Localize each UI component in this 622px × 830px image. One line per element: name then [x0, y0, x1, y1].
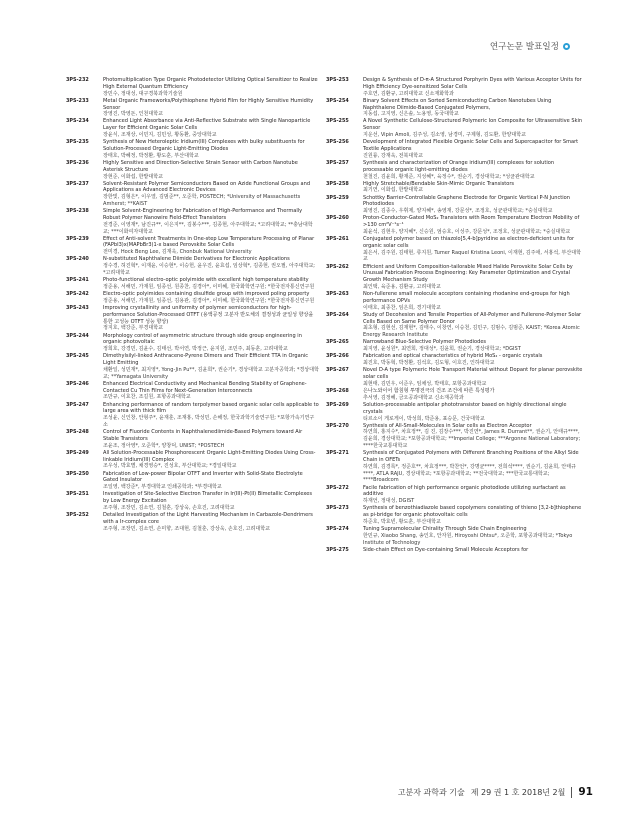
program-entry: [66, 208, 319, 235]
entry-title: Effect of Anti-solvent Treatments in One-step Low Temperature Processing of Planar (FAPbI3)x(MAPbBr3)1-x based Perovskite Solar Cells: [103, 235, 315, 249]
program-entry: [66, 333, 319, 353]
entry-code: 3PS-237: [66, 180, 89, 187]
entry-code: 3PS-266: [326, 353, 349, 360]
program-entry: [66, 277, 319, 291]
entry-title: Synthesis of All-Small-Molecules in Solar cells as Electron Acceptor: [363, 422, 532, 429]
entry-title: Dimethylsilyl-linked Anthracene-Pyrene Dimers and Their Efficient TTA in Organic Light Emitting: [103, 353, 309, 367]
entry-title: Morphology control of asymmetric structure through side group engineering in organic photovoltaic: [103, 332, 302, 346]
page-footer: [398, 786, 593, 798]
entry-authors: 정수경, 허진혁*, 이재윤, 이승현*, 이승헌, 윤우진, 윤효섭, 임상혁*, 김종현, 권오필, 아주대학교; *고려대학교: [103, 263, 315, 276]
program-entry: [66, 450, 319, 470]
program-entry: [326, 291, 584, 311]
entry-title: Narrowband Blue-Selective Polymer Photodiodes: [363, 339, 487, 346]
entry-code: 3PS-243: [66, 305, 89, 312]
entry-title: Study of Decohesion and Tensile Properties of All-Polymer and Fullerene-Polymer Solar Cells Based on Same Polymer Donor: [363, 311, 582, 325]
entry-body: [103, 512, 319, 532]
entry-authors: 정준용, 서해민, 가재원, 임종선, 김용관, 김경아*, 이미혜, 한국화학연구원; *한국전자통신연구원: [103, 297, 315, 304]
entry-title: Synthesis of benzothiadiazole based copolymers consisting of thieno [3,2-b]thiophene as pi-bridge for organic photovoltaic cells: [363, 505, 582, 519]
entry-authors: 최현태, 김민우, 이준우, 임채성, 박태호, 포항공과대학교: [363, 380, 487, 387]
program-entry: [326, 139, 584, 159]
entry-authors: 장한빛, 김형은*, 이우열, 김범준**, 오준학, POSTECH; *University of Massachusetts Amherst; **KAIST: [103, 194, 301, 208]
entry-authors: 최윤석, 김현우, 양지혜*, 신승원, 엄승호, 이성주, 강문성*, 조정호, 성균관대학교; *숭실대학교: [363, 228, 571, 235]
program-entry: [66, 512, 319, 532]
bullet-icon: [563, 43, 570, 50]
entry-code: 3PS-258: [326, 180, 349, 187]
entry-title: Enhancing performance of random terpolymer based organic solar cells applicable to large area with thick film: [103, 401, 319, 415]
entry-code: 3PS-264: [326, 311, 349, 318]
entry-code: 3PS-234: [66, 118, 89, 125]
entry-title: Fabrication of Low-power Bipolar OTFT and Inverter with Solid-State Electrolyte Gated Insulator: [103, 470, 303, 484]
entry-body: [363, 160, 584, 180]
entry-title: Synthesis of New Heteroleptic Iridium(III) Complexes with bulky substituents for Solution-Processed Organic Light-Emitting Diodes: [103, 139, 305, 152]
entry-title: Control of Fluoride Contents in Naphthalenediimide-Based Polymers toward Air Stable Transistors: [103, 429, 303, 442]
program-entry: [326, 450, 584, 484]
entry-code: 3PS-257: [326, 159, 349, 166]
entry-code: 3PS-262: [326, 263, 349, 270]
entry-authors: 최인택, 육준용, 김환규, 고려대학교: [363, 283, 441, 290]
program-entry: [326, 215, 584, 235]
entry-title: Synthesis of Conjugated Polymers with Different Branching Positions of the Alkyl Side Chain in OFETs: [363, 450, 579, 463]
entry-body: [363, 77, 584, 97]
entry-authors: 장현준, 이화섭, 한밭대학교: [103, 173, 164, 180]
program-entry: [326, 264, 584, 291]
entry-authors: 장영진, 박영돈, 인천대학교: [103, 111, 164, 118]
entry-authors: 정희호, 강경민, 김윤수, 김태선, 박서연, 박정근, 윤지원, 조민주, 최동훈, 고려대학교: [103, 346, 288, 353]
entry-body: [363, 312, 584, 339]
entry-authors: 한민규, Xiaobo Shang, 송인호, 안자원, Hiroyoshi Ohtsu*, 오준학, 포항공과대학교; *Tokyo Institute of Technology: [363, 532, 573, 546]
entry-title: Fabrication and optical characteristics of hybrid MoS₂ - organic crystals: [363, 353, 543, 360]
program-entry: [326, 485, 584, 505]
entry-code: 3PS-260: [326, 215, 349, 222]
entry-body: [363, 339, 584, 353]
entry-authors: 지운선, Vipin Amoli, 김주성, 김소영, 남경미, 구제형, 김도환, 한양대학교: [363, 132, 527, 139]
entry-title: Photomultiplication Type Organic Photodetector Utilizing Optical Sensitizer to Realize High External Quantum Efficiency: [103, 77, 318, 90]
program-entry: [326, 547, 584, 554]
entry-code: 3PS-269: [326, 401, 349, 408]
entry-title: N-substituted Naphthalene Diimide Derivatives for Electronic Applications: [103, 256, 290, 263]
entry-authors: 장윤식, 조재상, 이민지, 김민성, 황동환, 중앙대학교: [103, 132, 217, 139]
entry-body: [363, 139, 584, 159]
entry-code: 3PS-245: [66, 353, 89, 360]
entry-authors: 추서영, 김정혜, 금오공과대학교 신소재공학과: [363, 394, 464, 401]
header-title: 연구논문 발표일정: [489, 42, 559, 52]
entry-body: [103, 429, 319, 449]
entry-code: 3PS-242: [66, 291, 89, 298]
entry-code: 3PS-270: [326, 422, 349, 429]
entry-title: Electro-optic polyimides containing disulfide group with improved poling property: [103, 291, 310, 298]
entry-code: 3PS-239: [66, 235, 89, 242]
entry-authors: 주호연, 김환규, 고려대학교 신소재화학과: [363, 90, 454, 97]
entry-title: Simple Solvent-Engineering for Fabrication of High-Performance and Thermally Robust Polymer Nanowire Field-Effect Transistors: [103, 208, 303, 221]
entry-authors: 이태호, 최종찬, 임은희, 경기대학교: [363, 304, 441, 311]
entry-code: 3PS-235: [66, 139, 89, 146]
entry-code: 3PS-275: [326, 546, 349, 553]
program-entry: [326, 195, 584, 215]
entry-body: [363, 236, 584, 263]
entry-code: 3PS-236: [66, 159, 89, 166]
entry-body: [363, 450, 584, 484]
program-entry: [326, 160, 584, 180]
entry-title: Design & Synthesis of D-π-A Structured Porphyrin Dyes with Various Acceptor Units for High Efficiency Dye-sensitized Solar Cells: [363, 77, 582, 90]
entry-authors: 천철진, 김윤희, 황재준, 지성혜*, 육정수*, 권순기, 경상대학교; *성균관대학교: [363, 173, 535, 180]
entry-body: [103, 139, 319, 159]
entry-authors: 진원륭, 강재욱, 전북대학교: [363, 152, 424, 159]
program-entry: [66, 491, 319, 511]
entry-title: Investigation of Site-Selective Electron Transfer in Ir(III)-Pt(II) Bimetallic Complexes by Low Energy Excitation: [103, 491, 312, 505]
entry-authors: 정준용, 서해민, 가재원, 임종선, 원종찬, 김경아*, 이미혜, 한국화학연구원; *한국전자통신연구원: [103, 283, 315, 290]
program-entry: [326, 312, 584, 339]
entry-authors: 조주형, 조장민, 김소연, 김철훈, 강상욱, 손호진, 고려대학교: [103, 504, 235, 511]
entry-body: [363, 195, 584, 215]
program-entry: [326, 423, 584, 450]
entry-authors: 장태호, 박혜정, 박정환, 황도훈, 부산대학교: [103, 152, 199, 159]
program-entry: [66, 291, 319, 305]
program-entry: [66, 160, 319, 180]
entry-body: [363, 402, 584, 422]
entry-title: Highly Stretchable/Bendable Skin-Mimic Organic Transistors: [363, 180, 515, 187]
entry-code: 3PS-259: [326, 194, 349, 201]
entry-code: 3PS-255: [326, 118, 349, 125]
program-entry: [66, 256, 319, 276]
page-header: [490, 40, 570, 52]
program-entry: [326, 353, 584, 367]
entry-code: 3PS-233: [66, 97, 89, 104]
entry-title: Metal Organic Frameworks/Polythiophene Hybrid Film for Highly Sensitive Humidity Sensor: [103, 97, 314, 111]
entry-title: Binary Solvent Effects on Sorted Semiconducting Carbon Nanotubes Using Naphthalene Diimide-Based Conjugated Polymers,: [363, 97, 552, 111]
program-entry: [326, 181, 584, 195]
left-column: [66, 77, 319, 533]
program-entry: [66, 139, 319, 159]
program-entry: [326, 77, 584, 97]
entry-authors: 티르소이 게로게이, 박성희, 박준용, 표승문, 건국대학교: [363, 415, 485, 422]
entry-code: 3PS-249: [66, 449, 89, 456]
entry-authors: 조일영, 백강준*, 부경대학교 인쇄공학과; *부경대학교: [103, 484, 222, 491]
entry-code: 3PS-272: [326, 484, 349, 491]
entry-body: [363, 367, 584, 387]
entry-code: 3PS-244: [66, 332, 89, 339]
program-entry: [66, 353, 319, 380]
entry-code: 3PS-241: [66, 277, 89, 284]
program-entry: [326, 367, 584, 387]
entry-body: [103, 291, 319, 305]
entry-body: [363, 291, 584, 311]
program-entry: [66, 77, 319, 97]
entry-code: 3PS-252: [66, 512, 89, 519]
entry-authors: 최기연, 이화섭, 한밭대학교: [363, 187, 424, 194]
entry-authors: 지동섭, 고지영, 신은솔, 노용영, 동국대학교: [363, 111, 459, 118]
entry-title: Detailed Investigation of the Light Harvesting Mechanism in Carbazole-Dendrimers with a Ir-complex core: [103, 512, 313, 525]
entry-authors: 하재언, 정대성, DGIST: [363, 498, 415, 505]
entry-title: All Solution-Processable Phosphorescent Organic Light-Emitting Diodes Using Cross-linkable Iridium(III) Complex: [103, 449, 316, 463]
entry-body: [103, 450, 319, 470]
entry-title: Efficient and Uniform Composition-tailorable Mixed Halide Perovskite Solar Cells by Unusual Fabrication Process Engineering: Key Parameter Optimization and Crystal Growth Mechanism Study: [363, 263, 573, 284]
entry-body: [363, 388, 584, 402]
program-entry: [326, 339, 584, 353]
program-entry: [66, 381, 319, 401]
entry-body: [103, 118, 319, 138]
entry-authors: 최은서, 김주원, 김태현, 류지원, Tumer Raquel Kristina Leoni, 이재현, 김주애, 서홍석, 부산대학교: [363, 249, 581, 263]
entry-body: [103, 98, 319, 118]
entry-title: Enhanced Light Absorbance via Anti-Reflective Substrate with Single Nanoparticle Layer for Efficient Organic Solar Cells: [103, 118, 311, 132]
entry-code: 3PS-232: [66, 77, 89, 83]
entry-authors: 전경준, 이영재*, 남진규**, 이은지**, 김봉수***, 김종현, 아주대학교; *고려대학교; **충남대학교; ***이화여자대학교: [103, 221, 313, 235]
entry-title: Schottky Barrier-Controllable Graphene Electrode for Organic Vertical P-N Junction Photodiodes: [363, 194, 570, 208]
program-entry: [66, 236, 319, 256]
entry-code: 3PS-267: [326, 367, 349, 374]
entry-code: 3PS-265: [326, 339, 349, 346]
entry-body: [103, 160, 319, 180]
entry-code: 3PS-247: [66, 401, 89, 408]
entry-code: 3PS-261: [326, 236, 349, 243]
entry-authors: 최진호, 박동혁, 박정환, 김석호, 김도형, 이호진, 인하대학교: [363, 360, 495, 367]
entry-body: [103, 381, 319, 401]
entry-code: 3PS-274: [326, 525, 349, 532]
program-entry: [326, 505, 584, 525]
program-entry: [326, 388, 584, 402]
entry-code: 3PS-253: [326, 77, 349, 83]
entry-title: Tuning Supramolecular Chirality Through Side Chain Engineering: [363, 525, 527, 532]
program-entry: [326, 402, 584, 422]
entry-body: [363, 98, 584, 118]
entry-title: Enhanced Electrical Conductivity and Mechanical Bending Stability of Graphene-Contacted Cu Thin Films for Next-Generation Interconnects: [103, 380, 307, 394]
entry-title: Solvent-Resistant Polymer Semiconductors Based on Azide Functional Groups and Applications as Advanced Electronic Devices: [103, 180, 311, 194]
entry-title: Improving crystallinity and uniformity of polymer semiconductors for high-performance Solution-Processed OTFT (용액공정 고분자 반도체의 결정성과 균일성 향상을 통한 고성능 OTFT 성능 향상): [103, 305, 314, 325]
entry-authors: 조성윤, 신인창, 안형주*, 윤재훈, 조재홍, 박성민, 손해정, 한국과학기술연구원; *포항가속기연구소: [103, 415, 315, 428]
footer-journal: 고분자 과학과 기술: [397, 787, 465, 797]
entry-body: [363, 485, 584, 505]
entry-body: [363, 526, 584, 546]
program-entry: [326, 236, 584, 263]
entry-body: [103, 491, 319, 511]
entry-authors: 하연희, 김경록*, 정준호**, 차효정***, 박찬언*, 강명균****, 전희석****, 권순기, 김윤희, 안태규****, ATLA RAJU, 경상대학교; *포항공과대학교; **전국대학교; ***한국교통대학교; ****Broadcom: [363, 463, 576, 484]
entry-body: [363, 423, 584, 450]
entry-authors: 하준호, 박효빈, 황도훈, 부산대학교: [363, 518, 441, 525]
entry-body: [103, 208, 319, 235]
entry-title: Development of Integrated Flexible Organic Solar Cells and Supercapacitor for Smart Textile Applications: [363, 139, 579, 152]
entry-body: [103, 402, 319, 429]
entry-body: [103, 236, 319, 256]
entry-authors: 조만규, 이효찬, 조길원, 포항공과대학교: [103, 394, 191, 401]
entry-title: Conjugated polymer based on thiazolo[5,4-b]pyridine as electron-deficient units for organic solar cells: [363, 236, 575, 249]
entry-code: 3PS-271: [326, 450, 349, 457]
program-entry: [326, 526, 584, 546]
entry-code: 3PS-240: [66, 256, 89, 263]
entry-code: 3PS-248: [66, 429, 89, 436]
entry-title: Facile fabrication of high performance organic photodiode utilizing surfactant as additive: [363, 484, 566, 498]
entry-body: [103, 471, 319, 491]
entry-body: [363, 181, 584, 195]
entry-title: Side-chain Effect on Dye-containing Small Molecule Acceptors for: [363, 546, 529, 553]
program-entry: [66, 118, 319, 138]
program-entry: [66, 429, 319, 449]
entry-body: [363, 505, 584, 525]
right-column: [326, 77, 584, 554]
entry-body: [363, 215, 584, 235]
entry-body: [103, 305, 319, 332]
program-entry: [66, 181, 319, 208]
entry-title: Non-fullerene small molecule acceptors containing rhodanine end-groups for high performance OPVs: [363, 291, 570, 304]
entry-body: [363, 547, 584, 554]
program-entry: [66, 305, 319, 332]
entry-body: [103, 77, 319, 97]
entry-code: 3PS-251: [66, 491, 89, 498]
entry-title: Proton-Conductor-Gated MoS₂ Transistors with Room Temperature Electron Mobility of >130 cm²V⁻¹s⁻¹: [363, 215, 580, 229]
entry-code: 3PS-246: [66, 380, 89, 387]
program-entry: [326, 118, 584, 138]
entry-code: 3PS-263: [326, 291, 349, 298]
entry-title: Synthesis and characterization of Orange iridium(III) complexes for solution processable organic light-emitting diodes: [363, 159, 555, 173]
entry-authors: 전미경, Hock Beng Lee, 김재욱, Chonbuk National University: [103, 249, 252, 256]
entry-body: [363, 353, 584, 367]
entry-title: Highly Sensitive and Direction-Selective Strain Sensor with Carbon Nanotube Asterisk Structure: [103, 159, 298, 173]
entry-title: Solution-processable antipolar phototransistor based on highly directional single crystals: [363, 401, 567, 415]
entry-code: 3PS-273: [326, 505, 349, 512]
entry-body: [363, 118, 584, 138]
entry-authors: 최영진, 김종수, 우휘제, 양지혜*, 송영재, 강문성*, 조정호, 성균관대학교; *숭실대학교: [363, 208, 553, 215]
entry-authors: 조주형, 조장민, 김소연, 손미향, 조대현, 김철훈, 강상욱, 손호진, 고려대학교: [103, 525, 271, 532]
entry-body: [103, 353, 319, 380]
entry-title: 은나노와이어 함침형 투명전극의 건조 조건에 따른 특성평가: [363, 388, 495, 395]
entry-code: 3PS-254: [326, 97, 349, 104]
footer-divider: [571, 787, 572, 798]
entry-code: 3PS-238: [66, 208, 89, 215]
entry-title: Novel D-A type Polymeric Hole Transport Material without Dopant for planar perovskite solar cells: [363, 367, 583, 381]
program-entry: [66, 471, 319, 491]
entry-code: 3PS-250: [66, 470, 89, 477]
footer-issue: 제 29 권 1 호 2018년 2월: [470, 787, 566, 797]
entry-title: Photo-functional electro-optic polyimide with excellent high temperature stability: [103, 277, 309, 284]
entry-body: [103, 181, 319, 208]
program-entry: [66, 402, 319, 429]
entry-title: A Novel Synthetic Cellulose-Structured Polymeric Ion Composite for Ultrasensitive Skin Sensor: [363, 118, 583, 132]
entry-authors: 조윤조, 정아영*, 오준학*, 양창덕, UNIST; *POSTECH: [103, 442, 225, 449]
entry-body: [103, 256, 319, 276]
entry-body: [103, 333, 319, 353]
program-entry: [326, 98, 584, 118]
page-number: 91: [578, 786, 593, 798]
entry-body: [103, 277, 319, 291]
entry-authors: 장민수, 정대성, 대구경북과학기술원: [103, 90, 183, 97]
program-entry: [66, 98, 319, 118]
entry-authors: 최지영, 윤성원*, 최연희, 정대성*, 김윤희, 권순기, 경상대학교; *DGIST: [363, 346, 521, 353]
entry-authors: 하연희, 홍지수*, 차효정**, 김 진, 김장수***, 박진연*, James R. Durrant**, 권순기, 안태규****, 김윤희, 경상대학교; *포항공과대학교; **Imperial College; ***Argonne National Laboratory; ****한국교통대학교: [363, 429, 581, 450]
entry-body: [363, 264, 584, 291]
entry-code: 3PS-256: [326, 139, 349, 146]
entry-authors: 조우성, 박효별, 채경영승*, 진성호, 부산대학교; *경일대학교: [103, 463, 237, 470]
entry-authors: 최초형, 김현선, 김재현*, 김태수, 이창연, 이승천, 김민구, 김범수, 김범준, KAIST; *Korea Atomic Energy Research Institute: [363, 325, 580, 339]
entry-authors: 채환일, 성민재*, 최지영*, Yong-Jin Pu**, 김윤희*, 권순기*, 경상대학교 고분자공학과; *경상대학교; **Yamagata University: [103, 366, 319, 380]
entry-code: 3PS-268: [326, 388, 349, 395]
entry-authors: 정지호, 백강준, 부경대학교: [103, 325, 164, 332]
